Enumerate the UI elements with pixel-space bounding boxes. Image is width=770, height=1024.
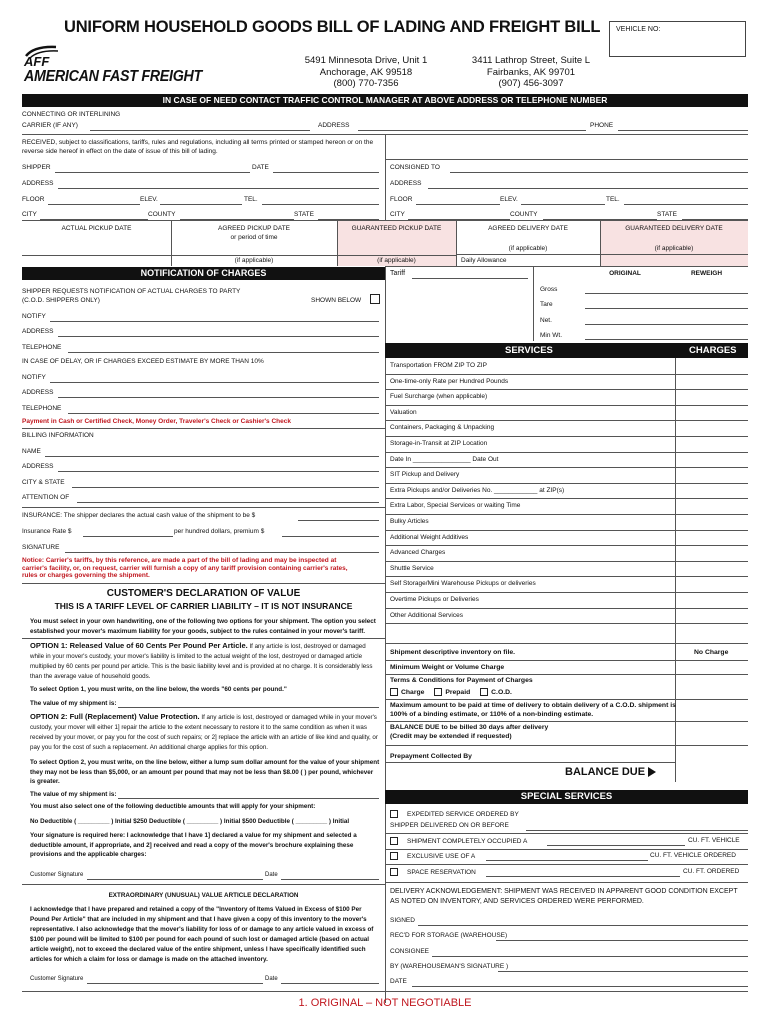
- office-anchorage-phone: (800) 770-7356: [333, 78, 399, 89]
- notify-telephone-label: TELEPHONE: [22, 344, 62, 351]
- exclusive-unit: CU. FT. VEHICLE ORDERED: [650, 852, 736, 859]
- notification-header: NOTIFICATION OF CHARGES: [22, 267, 385, 280]
- occupied-line[interactable]: [547, 845, 685, 846]
- tariff-label: Tariff: [390, 270, 406, 277]
- delivered-before-label: SHIPPER DELIVERED ON OR BEFORE: [390, 822, 509, 829]
- shipper-elev-label: ELEV.: [140, 196, 158, 203]
- if-applicable-1: (if applicable): [508, 245, 548, 252]
- consignee-floor-line[interactable]: [416, 204, 500, 205]
- option-2-select: To select Option 2, you must write, on the line below, either a lump sum dollar amount for the value of your shipment they may not be less than $5,000, or an amount per pound that may not be less than $8.00 ( ) per pound, whichever is greater.: [30, 759, 380, 785]
- space-unit: CU. FT. ORDERED: [683, 868, 740, 875]
- min-weight-charge: Minimum Weight or Volume Charge: [390, 664, 505, 671]
- storage-label: REC'D FOR STORAGE (WAREHOUSE): [390, 932, 508, 939]
- option-2-body: If any article is lost, destroyed or damaged while in your mover's custody, your mover will either 1] repair the article to the extent necessary to restore it to the same condition as when it was received by your mover, or pay you for the cost of such repairs; or 2] replace the article with an article of like kind and quality, or pay you for the cost of such a replacement. An additional charge applies for this option.: [30, 714, 378, 751]
- billing-attention-line[interactable]: [77, 502, 379, 503]
- tare-line[interactable]: [585, 308, 748, 309]
- carrier-label-2: CARRIER (IF ANY): [22, 122, 78, 129]
- office-fairbanks-city: Fairbanks, AK 99701: [486, 66, 576, 78]
- extraordinary-text: I acknowledge that I have prepared and retained a copy of the "Inventory of Items Valued in Excess of $100 Per Pound Per Article" that are included in my shipment and that I have given a copy of this inventory to the mover's representative. I also acknowledge that the mover's liability for loss of or damage to any article valued in excess of $100 per pound will be limited to $100 per pound for each pound of such lost or damaged article (based on actual article weight), not to exceed the declared value of the entire shipment, unless I have specifically identified such articles for which a claim for loss or damage is made on the attached inventory.: [30, 906, 374, 963]
- shipper-address-label: ADDRESS: [22, 180, 54, 187]
- carrier-address-label: ADDRESS: [318, 122, 350, 129]
- consignee-line[interactable]: [432, 956, 748, 957]
- option-2-text: [30, 712, 380, 753]
- shipper-elev-line[interactable]: [160, 204, 242, 205]
- copy-designation: 1. ORIGINAL – NOT NEGOTIABLE: [298, 997, 472, 1009]
- customer-signature-line[interactable]: [87, 879, 263, 880]
- notify2-address-label: ADDRESS: [22, 389, 54, 396]
- carrier-address-line[interactable]: [358, 130, 586, 131]
- consignee-tel-label: TEL.: [606, 196, 620, 203]
- gross-line[interactable]: [585, 293, 748, 294]
- company-name: AMERICAN FAST FREIGHT: [24, 68, 203, 85]
- exclusive-row: [390, 852, 475, 860]
- service-item-label: Extra Labor, Special Services or waiting Time: [390, 502, 521, 510]
- service-charge-field[interactable]: [676, 577, 748, 591]
- shipper-county-label: COUNTY: [148, 211, 176, 218]
- cod-option: C.O.D.: [491, 688, 512, 696]
- consignee-state-label: STATE: [657, 211, 677, 218]
- period-label: or period of time: [230, 234, 278, 241]
- consignee-floor-label: FLOOR: [390, 196, 413, 203]
- option-1-select: To select Option 1, you must write, on the line below, the words "60 cents per pound.": [30, 686, 287, 693]
- option-2-value-line[interactable]: [118, 798, 379, 799]
- service-item-label: SIT Pickup and Delivery: [390, 471, 460, 479]
- consignee-city-label: CITY: [390, 211, 405, 218]
- insurance-declaration: INSURANCE: The shipper declares the actual cash value of the shipment to be $: [22, 512, 256, 519]
- credit-text: (Credit may be extended if requested): [390, 733, 512, 740]
- storage-line[interactable]: [496, 940, 748, 941]
- exclusive-checkbox[interactable]: [390, 852, 398, 860]
- extra-date-label: Date: [265, 976, 278, 982]
- expedited-checkbox[interactable]: [390, 810, 398, 818]
- notify-address-label: ADDRESS: [22, 328, 54, 335]
- expedited-row: [390, 810, 519, 818]
- option-1-heading: OPTION 1: Released Value of 60 Cents Per Pound Per Article.: [30, 641, 248, 650]
- delivery-date-line[interactable]: [412, 986, 748, 987]
- service-charge-field[interactable]: [676, 546, 748, 560]
- tariff-notice: Notice: Carrier's tariffs, by this reference, are made a part of the bill of lading and may be inspected at carrier's facility, or, on request, carrier will furnish a copy of any tariff provision containing carrier's rates, rules or charges governing the shipment.: [22, 557, 348, 579]
- notify2-telephone-label: TELEPHONE: [22, 405, 62, 412]
- original-column: ORIGINAL: [609, 270, 641, 277]
- divider: [385, 849, 748, 850]
- charge-option: Charge: [401, 688, 425, 696]
- billing-address-label: ADDRESS: [22, 463, 54, 470]
- office-fairbanks-phone: (907) 456-3097: [498, 78, 564, 89]
- signature-requirement: Your signature is required here: I acknowledge that I have 1] declared a value for my shipment and selected a deductible amount, if appropriate, and 2] received and read a copy of the mover's brochure explaining these provisions and the applicable charges:: [30, 832, 357, 858]
- balance-due-text: BALANCE DUE: [565, 766, 646, 778]
- divider: [385, 833, 748, 834]
- cod-checkbox[interactable]: [480, 688, 488, 696]
- agreed-delivery-label: AGREED DELIVERY DATE: [488, 225, 568, 232]
- option-2-value-label: The value of my shipment is:: [30, 791, 117, 798]
- carrier-label-1: CONNECTING OR INTERLINING: [22, 111, 121, 118]
- carrier-phone-label: PHONE: [590, 122, 614, 129]
- space-checkbox[interactable]: [390, 868, 398, 876]
- extra-signature-line[interactable]: [87, 983, 263, 984]
- divider: [22, 638, 385, 639]
- customer-signature-label: Customer Signature: [30, 872, 84, 878]
- billing-name-line[interactable]: [45, 456, 379, 457]
- insurance-rate-label: Insurance Rate $: [22, 528, 72, 535]
- company-logo: [22, 44, 62, 68]
- divider: [22, 507, 385, 508]
- deductible-options[interactable]: No Deductible ( _________ ) Initial $250 Deductible ( _________ ) Initial $500 Deductible ( _________ ) Initial: [30, 818, 350, 825]
- balance-due-label: [565, 766, 656, 778]
- notify-telephone-line[interactable]: [68, 352, 379, 353]
- service-charge-field[interactable]: [676, 515, 748, 529]
- option-1-body: If any article is lost, destroyed or damaged while in your mover's custody, your mover's liability is limited to the actual weight of the lost, destroyed or damaged article multiplied by 60 cents per pound per article. This is the basic liability level and is provided at no charge. It is considerably less than the average value of household goods.: [30, 643, 373, 680]
- office-anchorage-street: 5491 Minnesota Drive, Unit 1: [304, 55, 428, 66]
- min-weight-line[interactable]: [585, 339, 748, 340]
- payment-notice: Payment in Cash or Certified Check, Money Order, Traveler's Check or Cashier's Check: [22, 418, 291, 425]
- service-item-label: Shuttle Service: [390, 564, 434, 572]
- insurance-signature-label: SIGNATURE: [22, 544, 60, 551]
- if-applicable-3: (if applicable): [234, 257, 274, 264]
- option-1-value-line[interactable]: [118, 707, 379, 708]
- service-charge-field[interactable]: [676, 406, 748, 420]
- service-charge-field[interactable]: [676, 453, 748, 467]
- divider: [385, 660, 748, 661]
- service-charge-field[interactable]: [676, 593, 748, 607]
- charge-checkbox[interactable]: [390, 688, 398, 696]
- customer-date-line[interactable]: [281, 879, 379, 880]
- arrow-right-icon: [648, 767, 656, 777]
- prepayment-label: Prepayment Collected By: [390, 753, 472, 760]
- consigned-label: CONSIGNED TO: [390, 164, 440, 171]
- divider: [385, 745, 748, 746]
- notify-request-2: (C.O.D. SHIPPERS ONLY): [22, 297, 100, 304]
- warehouseman-line[interactable]: [498, 971, 748, 972]
- divider: [385, 699, 748, 700]
- shipper-floor-line[interactable]: [48, 204, 140, 205]
- daily-allowance-label: Daily Allowance: [461, 257, 507, 264]
- billing-name-label: NAME: [22, 448, 41, 455]
- vehicle-no-label: VEHICLE NO:: [616, 26, 661, 33]
- divider: [385, 643, 748, 644]
- insurance-premium-label: per hundred dollars, premium $: [174, 528, 265, 535]
- office-anchorage: [296, 55, 436, 90]
- deductible-intro: You must also select one of the following deductible amounts that will apply for your shipment:: [30, 803, 316, 810]
- shipper-tel-line[interactable]: [262, 204, 379, 205]
- space-row: [390, 868, 476, 876]
- warehouseman-label: BY (WAREHOUSEMAN'S SIGNATURE ): [390, 963, 509, 970]
- service-item-label: One-time-only Rate per Hundred Pounds: [390, 377, 509, 385]
- shipper-floor-label: FLOOR: [22, 196, 45, 203]
- service-item-label: Transportation FROM ZIP TO ZIP: [390, 362, 487, 369]
- carrier-phone-line[interactable]: [618, 130, 748, 131]
- service-charge-field[interactable]: [676, 499, 748, 513]
- consignee-label: CONSIGNEE: [390, 948, 430, 955]
- divider: [385, 266, 748, 267]
- service-item-label: Extra Pickups and/or Deliveries No. ____________ at ZIP(s): [390, 486, 565, 494]
- expedited-label: EXPEDITED SERVICE ORDERED BY: [407, 810, 519, 818]
- service-charge-field[interactable]: [676, 484, 748, 498]
- page-title: UNIFORM HOUSEHOLD GOODS BILL OF LADING AND FREIGHT BILL: [64, 18, 601, 36]
- billing-citystate-line[interactable]: [72, 487, 379, 488]
- shipper-line[interactable]: [55, 172, 250, 173]
- agreed-pickup-label: AGREED PICKUP DATE: [218, 225, 290, 232]
- consignee-elev-label: ELEV.: [500, 196, 518, 203]
- shipper-tel-label: TEL.: [244, 196, 258, 203]
- shown-below-label: SHOWN BELOW: [311, 297, 362, 304]
- notify-address-line[interactable]: [58, 336, 379, 337]
- prepaid-option: Prepaid: [445, 688, 471, 696]
- service-item-label: Date In ________________ Date Out: [390, 455, 499, 463]
- shown-below-checkbox[interactable]: [370, 294, 380, 304]
- space-label: SPACE RESERVATION: [407, 868, 476, 876]
- divider: [22, 255, 456, 256]
- office-fairbanks-street: 3411 Lathrop Street, Suite L: [471, 55, 591, 66]
- occupied-label: SHIPMENT COMPLETELY OCCUPIED A: [407, 837, 528, 845]
- billing-info-label: BILLING INFORMATION: [22, 432, 94, 439]
- service-item-label: Bulky Articles: [390, 518, 429, 525]
- consignee-tel-line[interactable]: [624, 204, 748, 205]
- shipper-state-label: STATE: [294, 211, 314, 218]
- divider: [385, 721, 748, 722]
- tariff-line[interactable]: [412, 278, 528, 279]
- declaration-intro: You must select in your own handwriting, one of the following two options for your shipment. The option you select established your mover's maximum liability for your goods, subject to the rules contained in your mover's tariff.: [30, 618, 376, 635]
- payment-terms: Terms & Conditions for Payment of Charges: [390, 677, 533, 684]
- consigned-line[interactable]: [450, 172, 748, 173]
- extraordinary-title: EXTRAORDINARY (UNUSUAL) VALUE ARTICLE DECLARATION: [108, 892, 299, 899]
- special-services-header: SPECIAL SERVICES: [385, 790, 748, 804]
- option-1-text: [30, 641, 380, 682]
- reweigh-column: REWEIGH: [690, 270, 723, 277]
- space-line[interactable]: [486, 876, 680, 877]
- divider: [22, 583, 385, 584]
- net-label: Net.: [540, 317, 552, 324]
- prepaid-checkbox[interactable]: [434, 688, 442, 696]
- service-item-label: Other Additional Services: [390, 611, 463, 619]
- net-line[interactable]: [585, 324, 748, 325]
- balance-billing-text: BALANCE DUE to be billed 30 days after delivery: [390, 724, 549, 731]
- divider: [22, 428, 385, 429]
- no-charge-label: No Charge: [694, 649, 729, 656]
- divider: [385, 674, 748, 675]
- office-anchorage-city: Anchorage, AK 99518: [319, 66, 413, 78]
- shipper-date-line[interactable]: [273, 172, 379, 173]
- service-charge-field[interactable]: [676, 468, 748, 482]
- divider: [385, 882, 748, 883]
- vehicle-no-box[interactable]: [609, 21, 746, 57]
- guaranteed-delivery-label: GUARANTEED DELIVERY DATE: [625, 225, 723, 232]
- service-charge-field[interactable]: [676, 531, 748, 545]
- contact-banner: IN CASE OF NEED CONTACT TRAFFIC CONTROL MANAGER AT ABOVE ADDRESS OR TELEPHONE NUMBER: [22, 94, 748, 107]
- billing-attention-label: ATTENTION OF: [22, 494, 70, 501]
- divider: [22, 991, 748, 992]
- payment-options: [390, 688, 512, 696]
- declaration-title: CUSTOMER'S DECLARATION OF VALUE: [106, 588, 301, 599]
- service-charge-field[interactable]: [676, 562, 748, 576]
- service-charge-field[interactable]: [676, 437, 748, 451]
- shipper-city-label: CITY: [22, 211, 37, 218]
- insurance-rate-line[interactable]: [83, 536, 173, 537]
- if-applicable-4: (if applicable): [377, 257, 416, 264]
- notify-label: NOTIFY: [22, 313, 46, 320]
- gross-label: Gross: [540, 286, 558, 293]
- billing-citystate-label: CITY & STATE: [22, 479, 65, 486]
- min-weight-label: Min Wt.: [540, 332, 563, 339]
- divider: [385, 159, 748, 160]
- service-charge-field[interactable]: [676, 359, 748, 373]
- divider: [385, 762, 675, 763]
- service-item-label: Additional Weight Additives: [390, 533, 469, 541]
- exclusive-line[interactable]: [486, 860, 648, 861]
- service-item-label: Valuation: [390, 408, 417, 416]
- divider: [533, 266, 534, 341]
- insurance-premium-line[interactable]: [282, 536, 379, 537]
- tare-label: Tare: [540, 301, 553, 308]
- actual-pickup-label: ACTUAL PICKUP DATE: [61, 225, 132, 232]
- consignee-county-label: COUNTY: [510, 211, 538, 218]
- divider: [456, 254, 748, 255]
- shipper-address-line[interactable]: [58, 188, 379, 189]
- services-title: SERVICES: [505, 345, 553, 356]
- divider: [385, 864, 748, 865]
- service-charge-field[interactable]: [676, 375, 748, 389]
- inventory-on-file: Shipment descriptive inventory on file.: [390, 649, 516, 656]
- notify-line[interactable]: [50, 321, 379, 322]
- extra-signature-label: Customer Signature: [30, 976, 84, 982]
- if-applicable-2: (if applicable): [654, 245, 694, 252]
- service-item-label: Containers, Packaging & Unpacking: [390, 424, 495, 432]
- carrier-line[interactable]: [90, 130, 310, 131]
- guaranteed-pickup-label: GUARANTEED PICKUP DATE: [351, 225, 442, 232]
- occupied-unit: CU. FT. VEHICLE: [688, 837, 740, 844]
- option-2-heading: OPTION 2: Full (Replacement) Value Protection.: [30, 712, 200, 721]
- divider: [22, 884, 385, 885]
- delivery-date-label: DATE: [390, 978, 407, 985]
- consignee-address-label: ADDRESS: [390, 180, 422, 187]
- occupied-checkbox[interactable]: [390, 837, 398, 845]
- shipper-label: SHIPPER: [22, 164, 51, 171]
- notify2-label: NOTIFY: [22, 374, 46, 381]
- insurance-signature-line[interactable]: [65, 552, 379, 553]
- signed-label: SIGNED: [390, 917, 415, 924]
- service-item-label: Overtime Pickups or Deliveries: [390, 596, 479, 603]
- delivery-acknowledgement: DELIVERY ACKNOWLEDGEMENT: SHIPMENT WAS RECEIVED IN APPARENT GOOD CONDITION EXCEPT AS NOTED ON INVENTORY, AND SERVICES ORDERED WERE PERFORMED.: [390, 888, 738, 905]
- notify-request-1: SHIPPER REQUESTS NOTIFICATION OF ACTUAL CHARGES TO PARTY: [22, 288, 241, 295]
- declaration-subtitle: THIS IS A TARIFF LEVEL OF CARRIER LIABILITY – IT IS NOT INSURANCE: [54, 601, 353, 611]
- insurance-value-line[interactable]: [298, 520, 379, 521]
- logo-letters: AFF: [24, 54, 50, 69]
- service-row-divider: [385, 623, 748, 624]
- signed-line[interactable]: [418, 925, 748, 926]
- delay-label: IN CASE OF DELAY, OR IF CHARGES EXCEED ESTIMATE BY MORE THAN 10%: [22, 358, 264, 365]
- services-bar: [385, 343, 748, 358]
- received-text: RECEIVED, subject to classifications, tariffs, rules and regulations, including all terms printed or stamped hereon or on the reverse side hereof in effect on the date of issue of this bill of lading.: [22, 139, 374, 155]
- notify2-address-line[interactable]: [58, 397, 379, 398]
- extra-date-line[interactable]: [281, 983, 379, 984]
- service-item-label: Advanced Charges: [390, 549, 446, 557]
- billing-address-line[interactable]: [58, 471, 379, 472]
- exclusive-label: EXCLUSIVE USE OF A: [407, 852, 476, 860]
- notify2-line[interactable]: [50, 382, 379, 383]
- shipper-date-label: DATE: [252, 164, 269, 171]
- service-charge-field[interactable]: [676, 390, 748, 404]
- service-item-label: Self Storage/Mini Warehouse Pickups or deliveries: [390, 580, 536, 588]
- service-item-label: Storage-in-Transit at ZIP Location: [390, 440, 488, 447]
- consignee-elev-line[interactable]: [521, 204, 605, 205]
- service-item-label: Fuel Surcharge (when applicable): [390, 393, 488, 401]
- customer-date-label: Date: [265, 872, 278, 878]
- occupied-row: [390, 837, 527, 845]
- delivered-before-line[interactable]: [526, 830, 748, 831]
- notify2-telephone-line[interactable]: [68, 413, 379, 414]
- cod-maximum-text: Maximum amount to be paid at time of delivery to obtain delivery of a C.O.D. shipment is 100% of a binding estimate, or 110% of a non-binding estimate.: [390, 702, 676, 718]
- service-charge-field[interactable]: [676, 609, 748, 623]
- charges-title: CHARGES: [689, 345, 737, 356]
- service-charge-field[interactable]: [676, 421, 748, 435]
- option-1-value-label: The value of my shipment is:: [30, 700, 117, 707]
- office-fairbanks: [456, 55, 606, 90]
- consignee-address-line[interactable]: [428, 188, 748, 189]
